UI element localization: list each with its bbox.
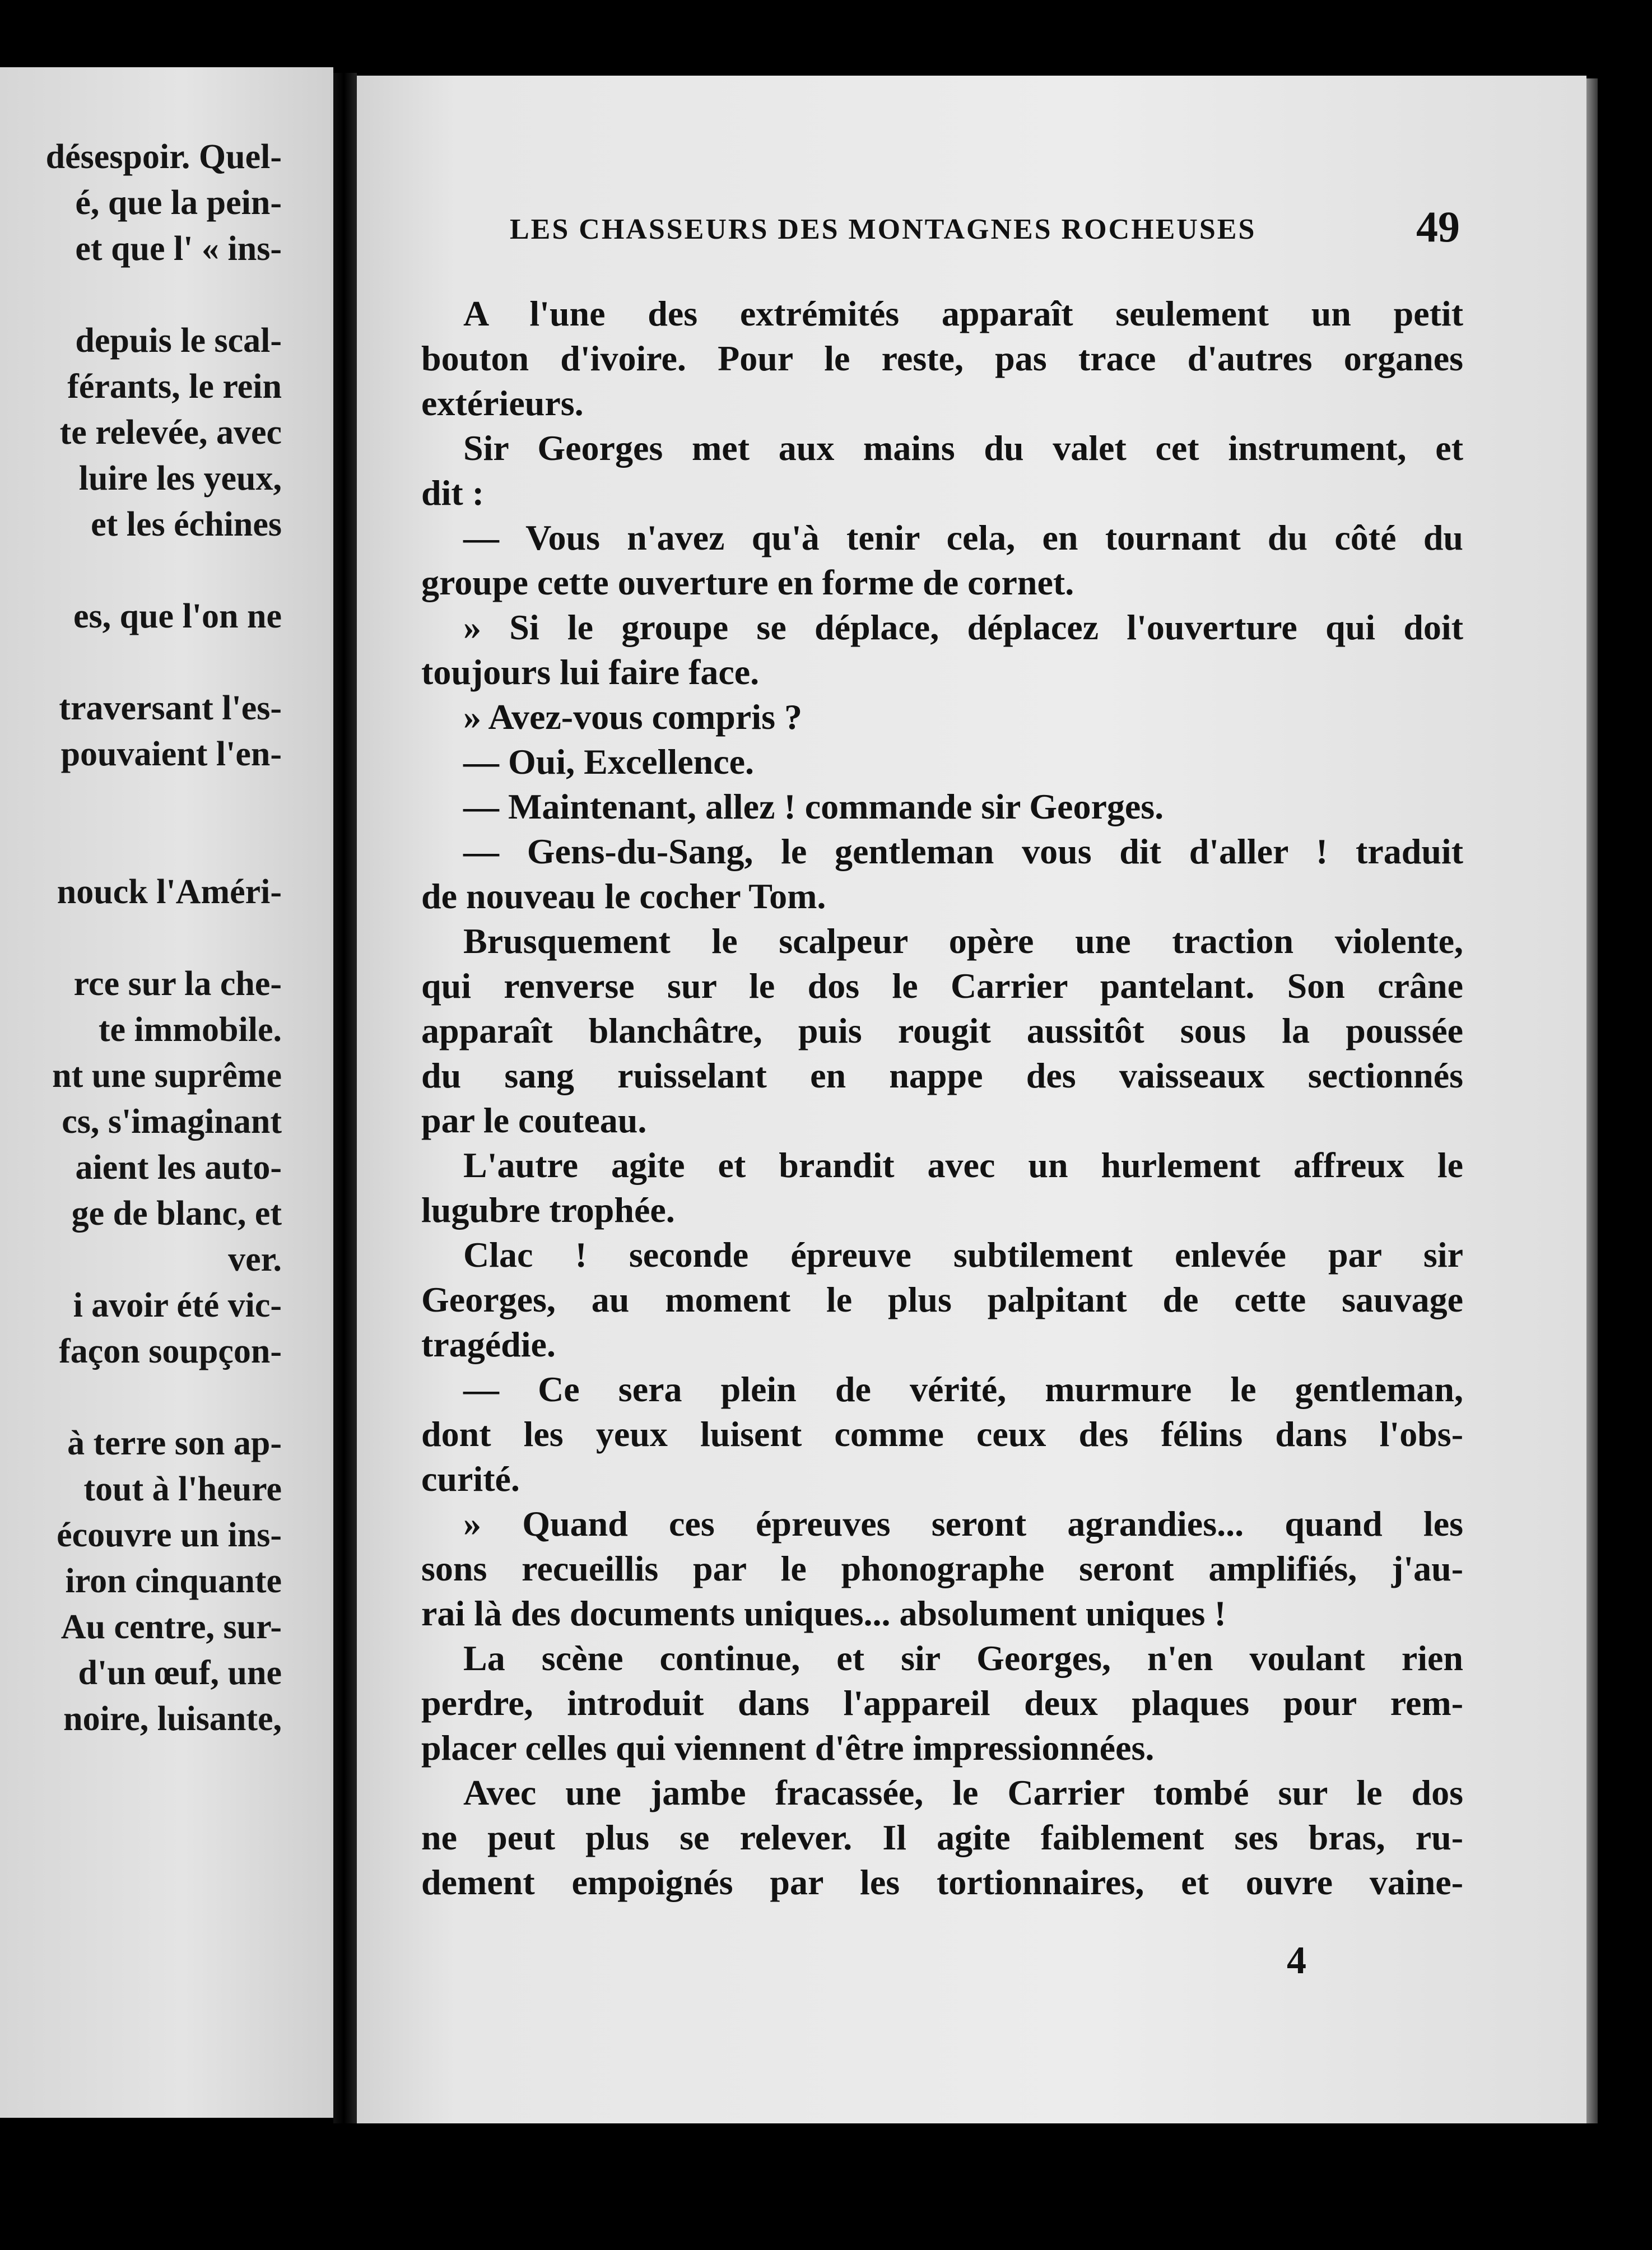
left-page-line: cs, s'imaginant xyxy=(62,1103,282,1141)
left-page-line: nt une suprême xyxy=(52,1057,282,1095)
left-page-line: ge de blanc, et xyxy=(71,1194,282,1233)
text-line: — Ce sera plein de vérité, murmure le gentleman, xyxy=(463,1369,1463,1409)
text-line: » Quand ces épreuves seront agrandies... quand les xyxy=(463,1504,1463,1544)
text-line: apparaît blanchâtre, puis rougit aussitôt sous la poussée xyxy=(421,1011,1463,1050)
left-page-line: rce sur la che- xyxy=(73,965,282,1003)
left-page-line: et que l' « ins- xyxy=(75,230,282,268)
left-page-line: nouck l'Améri- xyxy=(57,873,282,911)
text-line: groupe cette ouverture en forme de cornet. xyxy=(421,562,1074,602)
left-page-line: depuis le scal- xyxy=(75,322,282,360)
book-spine xyxy=(333,73,357,2123)
text-line: curité. xyxy=(421,1459,520,1499)
left-page-line: façon soupçon- xyxy=(59,1332,282,1370)
left-page-line: et les échines xyxy=(91,505,282,543)
left-page-line: es, que l'on ne xyxy=(73,597,282,635)
text-line: — Oui, Excellence. xyxy=(463,742,755,782)
body-text xyxy=(421,291,1463,1905)
left-page-line: écouvre un ins- xyxy=(57,1516,282,1554)
text-line: Georges, au moment le plus palpitant de cette sauvage xyxy=(421,1280,1463,1319)
left-page-line: iron cinquante xyxy=(65,1562,282,1600)
text-line: perdre, introduit dans l'appareil deux plaques pour rem- xyxy=(421,1683,1463,1723)
text-line: bouton d'ivoire. Pour le reste, pas trace d'autres organes xyxy=(421,338,1463,378)
left-page-line: luire les yeux, xyxy=(78,459,282,498)
text-line: — Gens-du-Sang, le gentleman vous dit d'aller ! traduit xyxy=(463,831,1463,871)
text-line: dement empoignés par les tortionnaires, et ouvre vaine- xyxy=(421,1862,1463,1902)
text-line: par le couteau. xyxy=(421,1100,647,1140)
text-line: L'autre agite et brandit avec un hurlement affreux le xyxy=(463,1145,1463,1185)
left-page-line: traversant l'es- xyxy=(59,689,282,727)
text-line: A l'une des extrémités apparaît seulement un petit xyxy=(463,294,1463,333)
text-line: de nouveau le cocher Tom. xyxy=(421,876,826,916)
text-line: — Maintenant, allez ! commande sir Georges. xyxy=(463,787,1164,826)
page-number: 49 xyxy=(1416,202,1460,251)
text-line: qui renverse sur le dos le Carrier pantelant. Son crâne xyxy=(421,966,1463,1006)
text-line: Avec une jambe fracassée, le Carrier tombé sur le dos xyxy=(463,1773,1463,1812)
text-line: » Avez-vous compris ? xyxy=(463,697,802,737)
left-page-line: noire, luisante, xyxy=(63,1700,282,1738)
left-page-line: à terre son ap- xyxy=(67,1424,282,1462)
text-line: » Si le groupe se déplace, déplacez l'ouverture qui doit xyxy=(463,607,1463,647)
text-line: extérieurs. xyxy=(421,383,584,423)
left-page-line: te relevée, avec xyxy=(59,413,282,452)
left-page-line: te immobile. xyxy=(98,1011,282,1049)
text-line: La scène continue, et sir Georges, n'en voulant rien xyxy=(463,1638,1463,1678)
left-page xyxy=(0,67,333,2118)
text-line: dit : xyxy=(421,473,484,513)
left-page-line: é, que la pein- xyxy=(75,184,282,222)
left-page-line: d'un œuf, une xyxy=(78,1654,282,1692)
text-line: toujours lui faire face. xyxy=(421,652,760,692)
running-head: LES CHASSEURS DES MONTAGNES ROCHEUSES xyxy=(510,213,1257,245)
text-line: Brusquement le scalpeur opère une traction violente, xyxy=(463,921,1463,961)
text-line: Sir Georges met aux mains du valet cet instrument, et xyxy=(463,428,1463,468)
text-line: lugubre trophée. xyxy=(421,1190,675,1230)
left-page-line: ver. xyxy=(228,1240,282,1279)
text-line: ne peut plus se relever. Il agite faiblement ses bras, ru- xyxy=(421,1817,1463,1857)
left-page-line: pouvaient l'en- xyxy=(61,735,282,773)
text-line: tragédie. xyxy=(421,1324,556,1364)
signature-mark: 4 xyxy=(1287,1939,1306,1982)
page-edge xyxy=(1586,78,1598,2123)
text-line: — Vous n'avez qu'à tenir cela, en tournant du côté du xyxy=(463,518,1463,557)
text-line: du sang ruisselant en nappe des vaisseaux sectionnés xyxy=(421,1056,1463,1095)
text-line: dont les yeux luisent comme ceux des félins dans l'obs- xyxy=(421,1414,1463,1454)
text-line: Clac ! seconde épreuve subtilement enlevée par sir xyxy=(463,1235,1463,1275)
left-page-line: désespoir. Quel- xyxy=(45,138,282,176)
text-line: rai là des documents uniques... absolument uniques ! xyxy=(421,1593,1226,1633)
left-page-line: férants, le rein xyxy=(67,368,282,406)
left-page-line: i avoir été vic- xyxy=(73,1286,282,1324)
left-page-line: tout à l'heure xyxy=(83,1470,282,1508)
text-line: placer celles qui viennent d'être impressionnées. xyxy=(421,1728,1155,1768)
text-line: sons recueillis par le phonographe seront amplifiés, j'au- xyxy=(421,1549,1463,1588)
left-page-line: Au centre, sur- xyxy=(61,1608,282,1646)
left-page-line: aient les auto- xyxy=(75,1149,282,1187)
